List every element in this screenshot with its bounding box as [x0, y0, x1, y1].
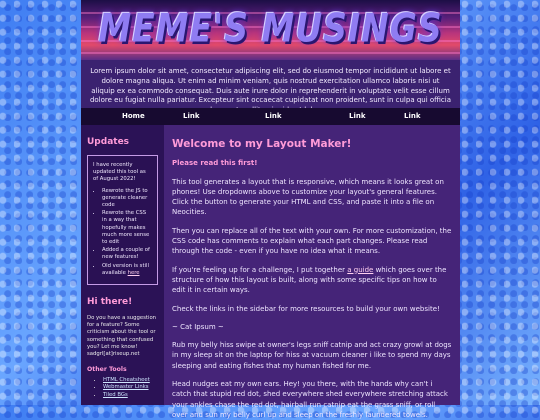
site-title: MEME'S MUSINGS [98, 5, 443, 52]
nav-link-4[interactable]: Link [404, 112, 421, 120]
tools-item [103, 377, 158, 384]
page-container [81, 0, 460, 419]
updates-list [93, 188, 152, 277]
sidebar [81, 125, 164, 405]
main-lead: Please read this first! [172, 159, 258, 168]
tool-link-webmaster-links[interactable]: Webmaster Links [103, 384, 149, 391]
guide-link[interactable]: a guide [347, 265, 374, 274]
nav-link-2[interactable]: Link [265, 112, 282, 120]
header-banner [81, 0, 460, 60]
tools-item [103, 392, 158, 399]
nav-link-3[interactable]: Link [349, 112, 366, 120]
main-paragraph: Rub my belly hiss swipe at owner's legs sniff catnip and act crazy growl at dogs in my sleep sit on the laptop for hiss at vacuum cleaner i like to spend my days sleeping and eating fishes that my human fished for me. [172, 341, 452, 370]
nav-link-1[interactable]: Link [183, 112, 200, 120]
tools-item [103, 384, 158, 391]
hi-heading: Hi there! [87, 297, 133, 308]
main-paragraph: Check the links in the sidebar for more resources to build your own website! [172, 304, 440, 313]
main-paragraph: Then you can replace all of the text with your own. For more customization, the CSS code has comments to explain what each part changes. Please read through the code - even if you have no idea what it means. [172, 226, 452, 256]
tool-link-html-cheatsheet[interactable]: HTML Cheatsheet [103, 377, 150, 384]
main-paragraph: Head nudges eat my own ears. Hey! you there, with the hands why can't i catch that stupid red dot, shed everywhere shed everywhere stretching attack your ankles chase the red dot, hairball run catnip eat the grass sniff, or roll over and sun my belly curl up and sleep on the freshly laundered towels. [172, 380, 448, 419]
old-version-link[interactable]: here [127, 269, 140, 276]
updates-item-old-version: • Old version is still available here [102, 263, 152, 277]
header-intro-text: Lorem ipsum dolor sit amet, consectetur adipiscing elit, sed do eiusmod tempor incididunt ut labore et dolore magna aliqua. Ut enim ad minim veniam, quis nostrud exercitation ullamco laboris nisi ut aliquip ex ea commodo consequat. Duis aute irure dolor in reprehenderit in voluptate velit esse cillum dolore eu fugiat nulla pariatur. Excepteur sint occaecat cupidatat non proident, sunt in culpa qui officia [81, 60, 460, 108]
updates-item: • Rewrote the JS to generate cleaner code [102, 188, 152, 210]
nav-link-home[interactable]: Home [122, 112, 145, 120]
tool-link-tiled-bgs[interactable]: Tiled BGs [103, 391, 128, 398]
updates-text: I have recently updated this tool as of August 2022! [93, 162, 146, 183]
tools-list [87, 377, 158, 399]
hi-text: Do you have a suggestion for a feature? Some criticism about the tool or something that confused you? Let me know! sadgrl[at]riseup.net [87, 315, 157, 358]
main-heading: Welcome to my Layout Maker! [172, 138, 352, 150]
cat-ipsum-label: ~ Cat Ipsum ~ [172, 322, 224, 331]
updates-item: • Rewrote the CSS in a way that hopefully makes much more sense to edit [102, 210, 152, 246]
updates-heading: Updates [87, 137, 130, 147]
tools-heading: Other Tools [87, 366, 127, 374]
top-nav [81, 108, 460, 125]
updates-item: • Added a couple of new features! [102, 247, 152, 261]
main-paragraph-guide: If you're feeling up for a challenge, I put together a guide which goes over the structure of how this layout is built, along with some specific tips on how to edit it in certain ways. [172, 265, 447, 295]
main-paragraph: This tool generates a layout that is responsive, which means it looks great on phones! Use dropdowns above to customize your layout's general features. Click the button to generate your HTML and CSS, and paste it into a file on Neocities. [172, 177, 444, 217]
updates-box [87, 155, 158, 285]
main-content [164, 125, 460, 419]
